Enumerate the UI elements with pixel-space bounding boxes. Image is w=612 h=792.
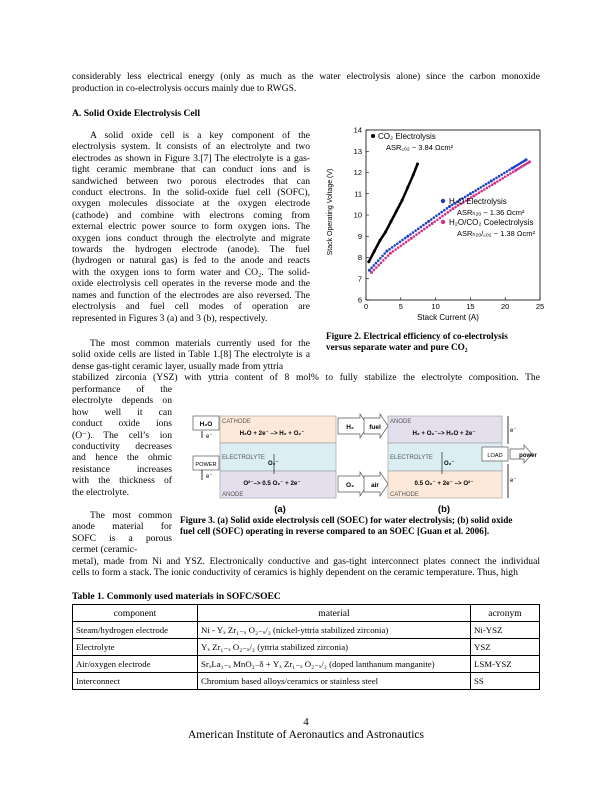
fig2-series-2-marker [487, 181, 490, 184]
fig2-xtick-label: 5 [398, 302, 403, 311]
fig2-series-2-marker [396, 242, 399, 245]
materials-table [72, 604, 540, 690]
fig2-series-3-marker [413, 235, 416, 238]
figure2-caption-line: versus separate water and pure CO₂ [326, 342, 468, 353]
para3-full-line: cells to form a stack. The ionic conductivity of ceramics is highly dependent on the ceramic temperature. Thus, high [72, 567, 518, 579]
para1-line: names and function of the electrodes are also reversed. The [72, 289, 310, 301]
fig2-series-3-marker [380, 262, 383, 265]
fig2-series-1-point [384, 231, 387, 234]
fig2-series-3-marker [405, 241, 408, 244]
fig2-series-2-marker [383, 252, 386, 255]
table-header-material: material [198, 605, 471, 622]
sofc-diagram [364, 414, 537, 515]
figure2-caption [326, 331, 542, 353]
fig2-series-2-marker [430, 218, 433, 221]
fig2-series-3-marker [499, 179, 502, 182]
fig2-series-3-marker [446, 211, 449, 214]
fig2-series-3-point [389, 252, 392, 255]
table-cell: Ni-YSZ [471, 622, 540, 639]
legend-coel-asr: ASRₕ₂ₒ/꜀ₒ₂ ~ 1.38 Ωcm² [457, 229, 535, 238]
sofc-e-top: e⁻ [510, 428, 517, 434]
soec-reaction-top: H₂O + 2e⁻ –> H₂ + O₂⁻ [239, 430, 305, 437]
legend-coel: H₂O/CO₂ Coelectrolysis [449, 218, 534, 227]
fig2-series-1-point [367, 260, 370, 263]
fig2-series-3-marker [496, 180, 499, 183]
fig2-series-2-marker [493, 178, 496, 181]
table-cell: Yₓ Zr₁₋ₓ O₂₋ₓ/₂ (yttria stabilized zirconia) [198, 639, 471, 656]
fig2-series-2-marker [446, 207, 449, 210]
table-cell: Interconnect [73, 673, 198, 690]
fig2-series-2-marker [422, 224, 425, 227]
fig2-series-2-marker [409, 233, 412, 236]
fig2-series-2-marker [381, 255, 384, 258]
fig2-series-2-marker [388, 248, 391, 251]
para2-col-line: and hence the ohmic [72, 452, 172, 464]
table-row [73, 639, 540, 656]
footer-organization: American Institute of Aeronautics and Astronautics [187, 729, 424, 741]
table-cell: SS [471, 673, 540, 690]
para1-line: tight ceramic membrane that can conduct ions and is [72, 164, 310, 176]
fig2-series-2-point [511, 167, 514, 170]
fig2-series-3-marker [512, 171, 515, 174]
para2-col-line: how well it can [72, 406, 172, 418]
fig2-series-2-marker [393, 244, 396, 247]
para2 [72, 338, 310, 372]
para1-line: sandwiched between two porous electrodes that can [72, 175, 310, 187]
fig2-ytick-label: 8 [357, 253, 362, 262]
fig2-series-3-point [528, 160, 531, 163]
para2-line: The most common materials currently used for the [90, 338, 310, 349]
para3-col-line: The most common [90, 510, 172, 521]
soec-diagram [193, 414, 368, 515]
legend-co2-marker [371, 134, 375, 138]
fig2-series-2-marker [506, 170, 509, 173]
sofc-fuel: fuel [369, 424, 381, 431]
fig2-series-2-marker [379, 257, 382, 260]
sofc-electrolyte: ELECTROLYTE [390, 455, 433, 461]
fig2-series-2-marker [404, 237, 407, 240]
para3-column [72, 510, 172, 556]
para2-full-line: stabilized zirconia (YSZ) with yttria content of 8 mol% to fully stabilize the electrolyte composition. The [72, 372, 540, 383]
fig2-series-3-marker [375, 266, 378, 269]
sofc-power: power [519, 453, 537, 459]
fig2-series-2-point [469, 192, 472, 195]
para1-line: external electric power source to form oxygen ions. The [72, 221, 310, 233]
fig2-xlabel: Stack Current (A) [417, 313, 479, 322]
fig2-series-3-marker [444, 213, 447, 216]
fig2-series-2-marker [474, 189, 477, 192]
figure2-chart [318, 122, 548, 326]
fig2-series-2-marker [443, 209, 446, 212]
fig2-series-2-marker [375, 262, 378, 265]
fig2-series-2-marker [485, 183, 488, 186]
para1-line: electrolysis system. It consists of an electrolyte and two [72, 141, 310, 153]
para1-line: represented in Figures 3 (a) and 3 (b), respectively. [72, 312, 268, 324]
sofc-reaction-top: H₂ + O₂⁻–> H₂O + 2e⁻ [412, 430, 476, 437]
para1-line: electrodes as shown in Figure 3.[7] The electrolyte is a gas- [72, 152, 310, 164]
fig2-series-3-marker [433, 220, 436, 223]
fig2-series-2-marker [495, 177, 498, 180]
fig2-series-3-marker [397, 246, 400, 249]
legend-co2-asr: ASR꜀ₒ₂ ~ 3.84 Ωcm² [386, 143, 454, 152]
table-cell: Ni - Yₓ Zr₁₋ₓ O₂₋ₓ/₂ (nickel-yttria stabilized zirconia) [198, 622, 471, 639]
fig2-series-3-marker [384, 257, 387, 260]
soec-e-top: e⁻ [206, 434, 213, 440]
para2-line: dense gas-tight ceramic layer, usually made from yttria [72, 360, 284, 372]
para3-full [72, 556, 540, 579]
fig2-series-2-point [427, 220, 430, 223]
fig2-series-3-marker [441, 215, 444, 218]
para2-col-line: with the thickness of [72, 475, 172, 487]
legend-coel-marker [441, 220, 445, 224]
para2-col-line: conductivity decreases [72, 441, 172, 453]
sofc-load: LOAD [487, 453, 503, 459]
fig2-series-1-point [390, 220, 393, 223]
fig2-series-2-marker [438, 213, 441, 216]
table-row [73, 673, 540, 690]
fig2-series-3-marker [488, 185, 491, 188]
soec-h2o: H₂O [199, 421, 213, 428]
fig2-ytick-label: 9 [357, 231, 362, 241]
soec-h2: H₂ [346, 424, 354, 431]
fig2-xtick-label: 20 [501, 302, 510, 311]
table-header-acronym: acronym [471, 605, 540, 622]
fig2-series-3-point [370, 271, 373, 274]
fig2-series-2-point [525, 158, 528, 161]
fig2-series-2-marker [498, 175, 501, 178]
para1-line: conduct electrons. In the solid-oxide fuel cell (SOFC), [72, 187, 310, 199]
para2-col-line: electrolyte depends on [72, 395, 172, 407]
soec-label: (a) [274, 504, 286, 515]
fig2-series-2-marker [414, 229, 417, 232]
para2-col-line: performance of the [72, 384, 172, 395]
para3-col-line: anode material for [72, 521, 172, 533]
fig2-series-2-marker [399, 241, 402, 244]
fig2-series-2-marker [508, 169, 511, 172]
para1-line: A solid oxide cell is a key component of the [90, 130, 310, 141]
fig2-series-2-marker [401, 239, 404, 242]
legend-co2: CO₂ Electrolysis [378, 132, 436, 141]
fig2-series-1-point [416, 163, 419, 166]
fig2-series-3-marker [486, 187, 489, 190]
sofc-o2-minus: O₂⁻ [444, 461, 455, 467]
fig2-series-3-marker [501, 177, 504, 180]
para1-line: oxide electrolysis cell operates in the reverse mode and the [72, 278, 310, 290]
fig2-series-2-point [490, 180, 493, 183]
table-cell: Steam/hydrogen electrode [73, 622, 198, 639]
table-row [73, 656, 540, 673]
para1-line: (hydrogen or natural gas) is fed to the anode and reacts [72, 255, 310, 267]
fig2-ytick-label: 7 [357, 274, 362, 284]
soec-power: POWER [195, 462, 217, 468]
fig2-series-3-marker [507, 174, 510, 177]
fig2-series-3-marker [480, 190, 483, 193]
fig2-xtick-label: 25 [535, 302, 545, 311]
figure3-caption-line: Figure 3. (a) Solid oxide electrolysis cell (SOEC) for water electrolysis; (b) solid oxide [180, 515, 513, 525]
fig2-series-3-marker [415, 233, 418, 236]
para3-col-line: cermet (ceramic- [72, 544, 138, 556]
soec-o2: O₂ [346, 482, 354, 489]
para1-line: with the oxygen ions to form water and CO₂. The solid- [72, 266, 310, 278]
fig2-series-1-point [406, 186, 409, 189]
soec-electrolyte: ELECTROLYTE [222, 455, 265, 461]
fig2-xtick-label: 0 [363, 302, 369, 311]
fig2-ytick-label: 6 [357, 295, 362, 305]
fig2-series-2-marker [503, 172, 506, 175]
fig2-series-3-marker [475, 193, 478, 196]
fig2-xtick-label: 15 [466, 302, 475, 311]
para2-col-line: resistance increases [72, 463, 172, 475]
table-cell: Chromium based alloys/ceramics or stainless steel [198, 673, 471, 690]
figure2-caption-line: Figure 2. Electrical efficiency of co-electrolysis [326, 331, 508, 341]
fig2-series-2-marker [373, 264, 376, 267]
fig2-series-3-marker [382, 259, 385, 262]
fig2-series-1-point [412, 173, 415, 176]
fig2-series-2-marker [377, 259, 380, 262]
fig2-series-3-marker [449, 209, 452, 212]
table-row [73, 622, 540, 639]
page-number: 4 [303, 716, 309, 728]
fig2-series-3-marker [418, 231, 421, 234]
figure3-caption-line: fuel cell (SOFC) operating in reverse compared to an SOEC [Guan et al. 2006]. [180, 526, 490, 537]
table-header-component: component [73, 605, 198, 622]
soec-cathode: CATHODE [222, 419, 251, 425]
fig2-series-3-point [514, 169, 517, 172]
fig2-series-3-point [410, 237, 413, 240]
fig2-series-2-marker [420, 226, 423, 229]
fig2-series-2-marker [417, 228, 420, 231]
para1-line: towards the hydrogen electrode (anode). The fuel [72, 244, 310, 256]
fig2-series-3-marker [400, 245, 403, 248]
fig2-series-1-point [401, 199, 404, 202]
fig2-series-3-marker [373, 269, 376, 272]
para1-line: oxygen ions conduct through the electrolyte and migrate [72, 232, 310, 244]
fig2-series-2-marker [435, 214, 438, 217]
fig2-series-3-marker [377, 264, 380, 267]
fig2-series-3-marker [483, 188, 486, 191]
fig2-series-3-marker [387, 254, 390, 257]
fig2-series-1-point [373, 250, 376, 253]
fig2-series-2-marker [433, 216, 436, 219]
fig2-series-2-marker [472, 191, 475, 194]
para3-full-line: metal), made from Ni and YSZ. Electronically conductive and gas-tight interconnect plates connect the individual [72, 556, 540, 567]
legend-h2o-asr: ASRₕ₂ₒ ~ 1.36 Ωcm² [457, 208, 525, 217]
para2-col-line: (O⁻). The cell’s ion [72, 429, 172, 441]
table-cell: LSM-YSZ [471, 656, 540, 673]
fig2-series-3-marker [402, 243, 405, 246]
para3-col-line: SOFC is a porous [72, 532, 172, 544]
fig2-series-3-marker [504, 175, 507, 178]
fig2-series-3-marker [426, 226, 429, 229]
figure3-diagram [182, 402, 552, 516]
table-cell: Electrolyte [73, 639, 198, 656]
soec-e-bottom: e⁻ [206, 474, 213, 480]
section-heading: A. Solid Oxide Electrolysis Cell [72, 108, 201, 119]
fig2-ytick-label: 11 [354, 189, 362, 199]
fig2-series-3-point [431, 222, 434, 225]
fig2-series-3-marker [436, 218, 439, 221]
fig2-series-3-marker [394, 248, 397, 251]
sofc-label: (b) [437, 504, 451, 515]
intro-line-2: production in co-electrolysis occurs mainly due to RWGS. [72, 83, 297, 94]
fig2-xtick-label: 10 [431, 302, 440, 311]
fig2-series-2-point [385, 250, 388, 253]
para1 [72, 130, 310, 324]
fig2-ytick-label: 10 [353, 210, 362, 220]
intro-line-1: considerably less electrical energy (only as much as the water electrolysis alone) since the carbon monoxide [72, 71, 540, 82]
para1-line: electrolysis and fuel cell modes of operation are [72, 301, 310, 313]
sofc-cathode: CATHODE [390, 492, 419, 498]
sofc-air: air [371, 482, 379, 489]
fig2-ytick-label: 14 [353, 125, 362, 135]
fig2-series-2-marker [480, 186, 483, 189]
fig2-series-3-marker [392, 250, 395, 253]
fig2-series-3-marker [439, 217, 442, 220]
fig2-ytick-label: 12 [353, 168, 362, 177]
table-cell: SrₓLa₁₋ₓ MnO₃₋δ + Yₓ Zr₁₋ₓ O₂₋ₓ/₂ (doped lanthanum manganite) [198, 656, 471, 673]
fig2-series-1-point [395, 209, 398, 212]
para1-line: oxygen molecules dissociate at the oxygen electrode [72, 198, 310, 210]
sofc-reaction-bottom: 0.5 O₂⁻ + 2e⁻ –> O²⁻ [414, 480, 474, 487]
fig2-series-3-marker [491, 183, 494, 186]
table-header-row [73, 605, 540, 622]
fig2-series-3-marker [423, 228, 426, 231]
fig2-ylabel: Stack Operating Voltage (V) [327, 168, 334, 256]
fig2-series-2-marker [425, 222, 428, 225]
table-cell: Air/oxygen electrode [73, 656, 198, 673]
fig2-series-3-point [493, 182, 496, 185]
sofc-anode: ANODE [390, 419, 412, 425]
fig2-series-1-point [378, 239, 381, 242]
para2-col-line: conduct oxide ions [72, 418, 172, 430]
legend-h2o: H₂O Electrolysis [449, 197, 507, 206]
fig2-ytick-label: 13 [353, 146, 362, 156]
fig2-series-3-point [452, 207, 455, 210]
fig2-series-2-marker [391, 246, 394, 249]
fig2-series-2-marker [500, 173, 503, 176]
fig2-series-2-point [406, 235, 409, 238]
table-cell: YSZ [471, 639, 540, 656]
soec-reaction-bottom: O²⁻–> 0.5 O₂⁻ + 2e⁻ [243, 480, 301, 487]
para2-line: solid oxide cells are listed in Table 1.[8] The electrolyte is a [72, 349, 310, 361]
para2-col-line: the electrolyte. [72, 486, 130, 498]
fig2-series-2-marker [370, 267, 373, 270]
legend-h2o-marker [441, 199, 445, 203]
para2-column [72, 384, 172, 498]
fig2-series-2-marker [440, 211, 443, 214]
fig2-series-3-marker [420, 230, 423, 233]
soec-o2-minus: O₂⁻ [268, 461, 279, 467]
fig2-series-3-marker [407, 239, 410, 242]
fig2-series-2-marker [412, 231, 415, 234]
fig2-series-3-marker [428, 224, 431, 227]
figure3-caption [180, 515, 542, 537]
fig2-series-2-marker [477, 188, 480, 191]
table1-title: Table 1. Commonly used materials in SOFC/SOEC [72, 591, 281, 602]
fig2-series-3-marker [509, 172, 512, 175]
sofc-e-bottom: e⁻ [510, 478, 517, 484]
fig2-series-3-marker [478, 191, 481, 194]
para1-line: (cathode) and combine with electrons coming from [72, 209, 310, 221]
fig2-series-2-marker [482, 184, 485, 187]
soec-anode: ANODE [222, 492, 244, 498]
